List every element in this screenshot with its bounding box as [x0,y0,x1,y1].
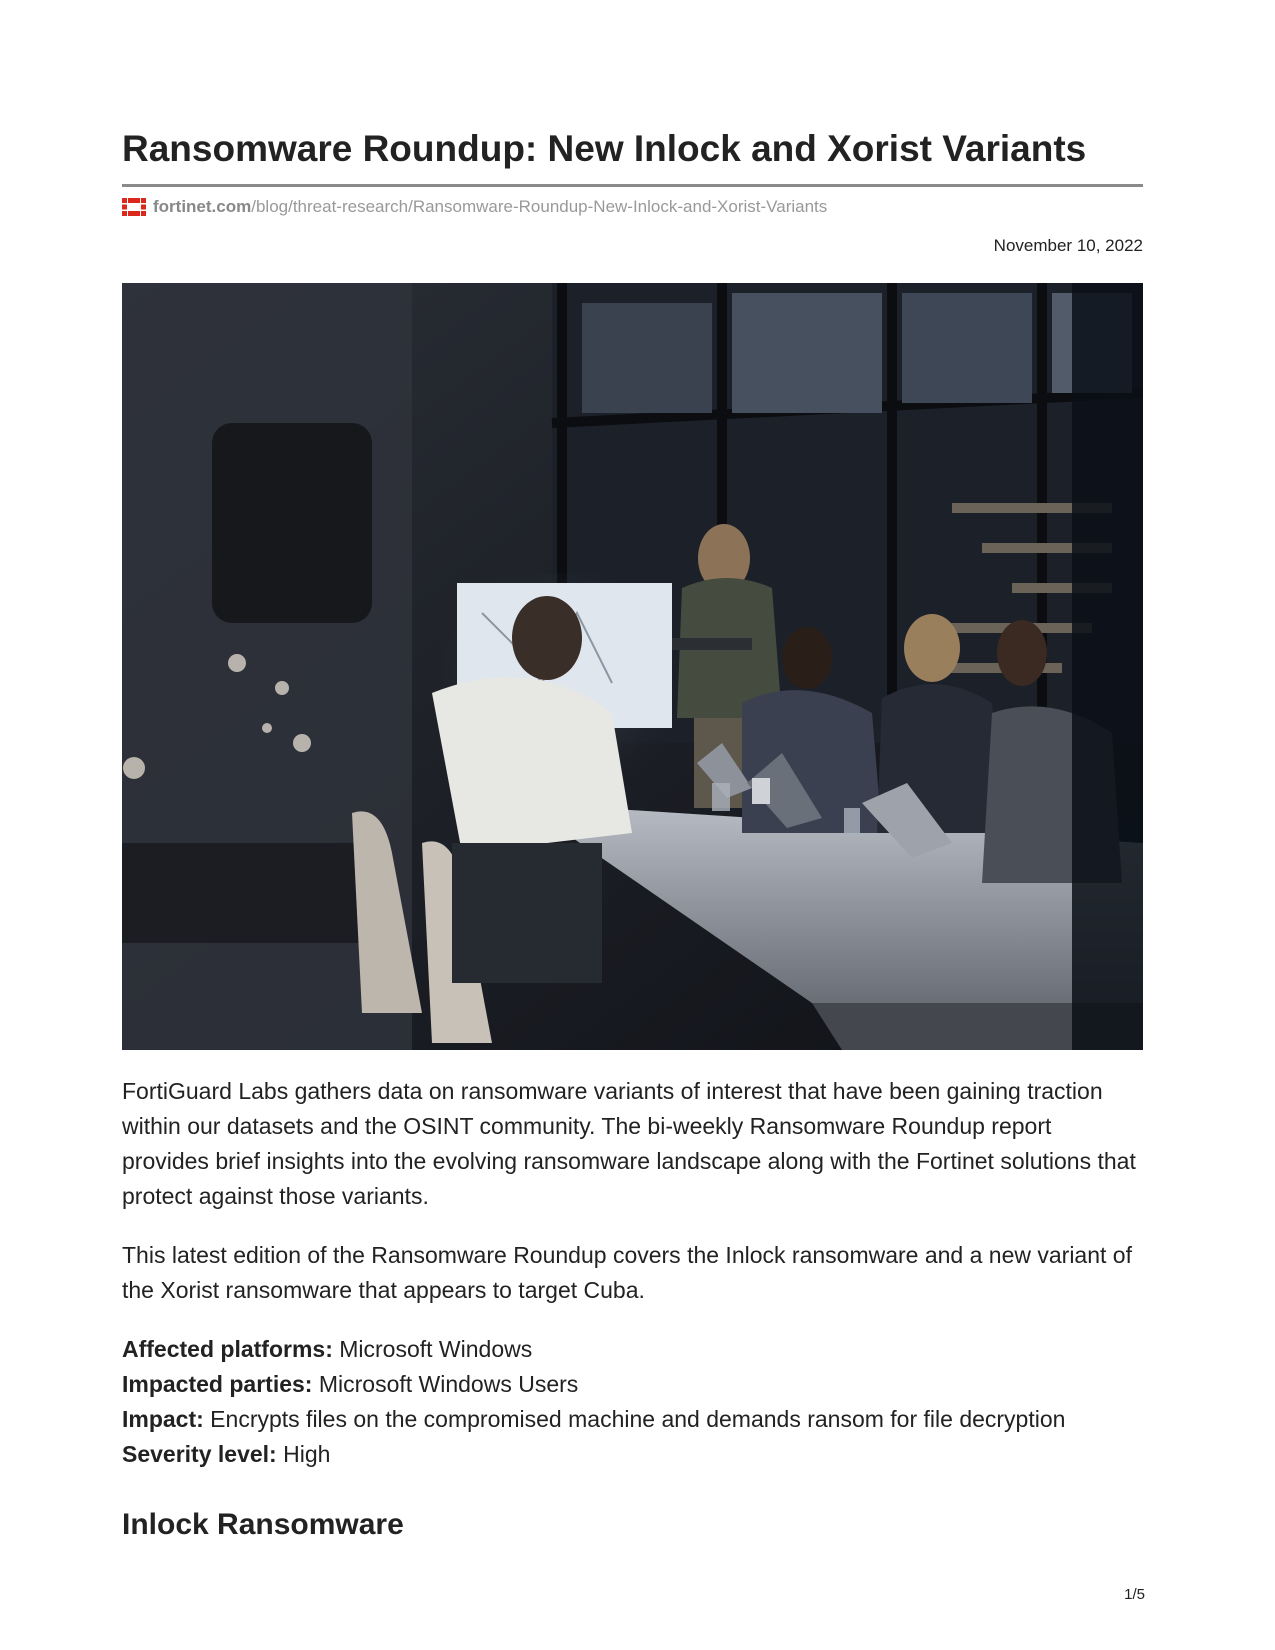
fortinet-logo-icon [122,198,146,216]
impact: Impact: Encrypts files on the compromised machine and demands ransom for file decryption [122,1406,1066,1432]
page-title: Ransomware Roundup: New Inlock and Xorist Variants [122,128,1087,169]
threat-summary [122,1332,1143,1472]
severity-level: Severity level: High [122,1441,331,1467]
source-domain: fortinet.com [153,197,252,216]
meeting-photo [122,283,1143,1050]
page-number: 1/5 [1124,1586,1145,1603]
paragraph-intro: FortiGuard Labs gathers data on ransomware variants of interest that have been gaining traction within our datasets and the OSINT community. The bi-weekly Ransomware Roundup report provides brief insights into the evolving ransomware landscape along with the Fortinet solutions that protect against those variants. [122,1078,1136,1209]
publish-date: November 10, 2022 [993,236,1143,255]
affected-platforms: Affected platforms: Microsoft Windows [122,1336,533,1362]
impacted-parties: Impacted parties: Microsoft Windows Users [122,1371,579,1397]
paragraph-edition: This latest edition of the Ransomware Roundup covers the Inlock ransomware and a new variant of the Xorist ransomware that appears to target Cuba. [122,1242,1132,1303]
source-url[interactable] [122,196,827,218]
title-divider [122,184,1143,187]
hero-image [122,283,1143,1050]
section-heading: Inlock Ransomware [122,1508,404,1541]
article-body [122,1074,1143,1472]
source-path: /blog/threat-research/Ransomware-Roundup-New-Inlock-and-Xorist-Variants [251,197,828,216]
